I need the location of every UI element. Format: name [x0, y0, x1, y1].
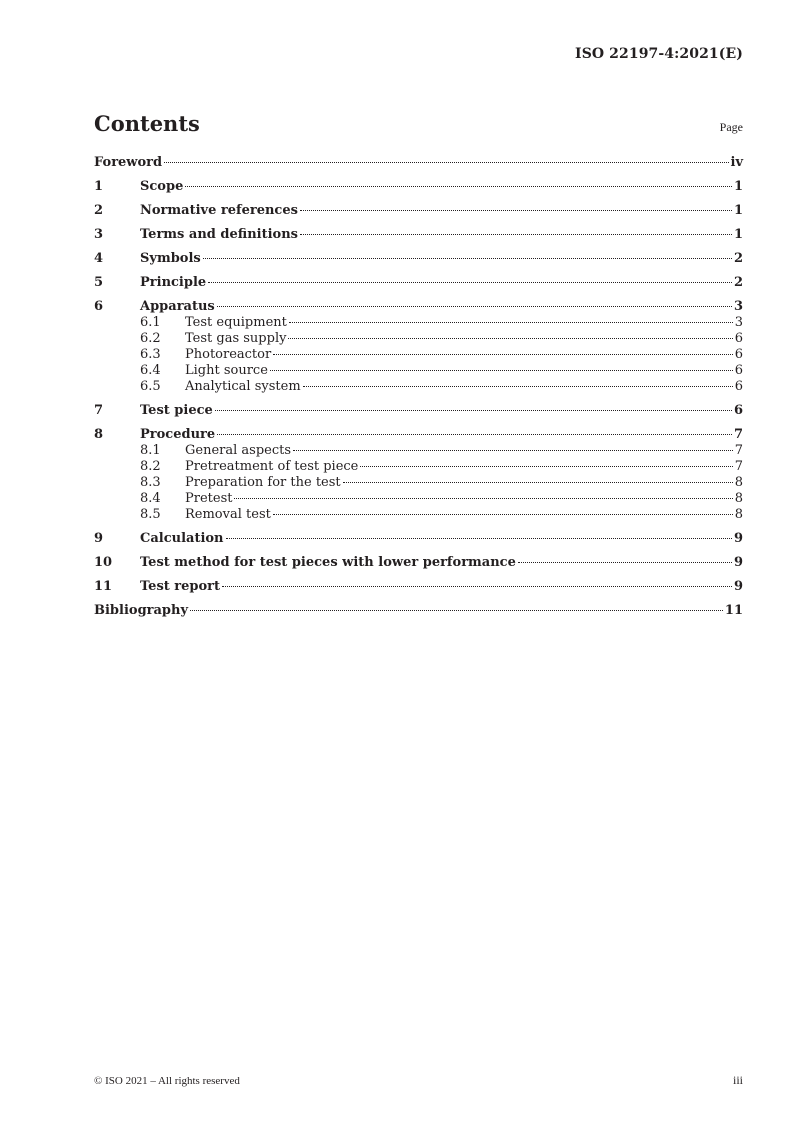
- toc-entry-title[interactable]: Bibliography: [94, 603, 189, 618]
- toc-entry-number: 5: [94, 275, 104, 290]
- dot-leader: [208, 282, 732, 283]
- toc-entry[interactable]: [94, 507, 743, 523]
- toc-entry-number: 3: [94, 227, 104, 242]
- dot-leader: [185, 186, 732, 187]
- toc-entry-number: 8.3: [140, 475, 161, 490]
- dot-leader: [360, 466, 732, 467]
- toc-entry-page: 2: [733, 251, 743, 266]
- toc-entry-title[interactable]: Apparatus: [140, 299, 215, 314]
- toc-entry-page: iv: [730, 155, 743, 170]
- copyright-notice: © ISO 2021 – All rights reserved: [94, 1075, 240, 1087]
- toc-entry-page: 6: [734, 331, 743, 346]
- dot-leader: [190, 610, 723, 611]
- toc-entry-page: 8: [734, 475, 743, 490]
- dot-leader: [343, 482, 733, 483]
- toc-entry-number: 7: [94, 403, 104, 418]
- toc-entry-number: 6: [94, 299, 104, 314]
- toc-entry-title[interactable]: Pretreatment of test piece: [185, 459, 359, 474]
- toc-entry-number: 9: [94, 531, 104, 546]
- toc-entry-page: 6: [734, 379, 743, 394]
- toc-entry[interactable]: [94, 155, 743, 171]
- toc-entry-title[interactable]: Symbols: [140, 251, 201, 266]
- toc-entry-page: 6: [734, 347, 743, 362]
- toc-entry-number: 1: [94, 179, 104, 194]
- contents-title: Contents: [94, 111, 200, 136]
- standard-identifier: ISO 22197-4:2021(E): [575, 46, 743, 62]
- dot-leader: [288, 338, 732, 339]
- dot-leader: [300, 210, 732, 211]
- toc-entry-title[interactable]: Analytical system: [185, 379, 301, 394]
- toc-entry[interactable]: [94, 315, 743, 331]
- toc-entry-number: 11: [94, 579, 113, 594]
- toc-entry-page: 3: [733, 299, 743, 314]
- toc-entry-page: 8: [734, 491, 743, 506]
- toc-entry-number: 8: [94, 427, 104, 442]
- toc-entry[interactable]: [94, 491, 743, 507]
- toc-entry-title[interactable]: Terms and definitions: [140, 227, 298, 242]
- table-of-contents: [94, 155, 743, 619]
- toc-entry[interactable]: [94, 403, 743, 419]
- toc-entry-title[interactable]: Test method for test pieces with lower performance: [140, 555, 516, 570]
- toc-entry[interactable]: [94, 427, 743, 443]
- toc-entry-title[interactable]: General aspects: [185, 443, 292, 458]
- dot-leader: [270, 370, 733, 371]
- toc-entry[interactable]: [94, 555, 743, 571]
- dot-leader: [226, 538, 732, 539]
- dot-leader: [222, 586, 732, 587]
- toc-entry-number: 4: [94, 251, 104, 266]
- page-number: iii: [732, 1073, 743, 1087]
- toc-entry-title[interactable]: Procedure: [140, 427, 216, 442]
- dot-leader: [273, 514, 733, 515]
- dot-leader: [215, 410, 732, 411]
- toc-entry-page: 7: [734, 443, 743, 458]
- toc-entry[interactable]: [94, 347, 743, 363]
- toc-entry[interactable]: [94, 275, 743, 291]
- toc-entry[interactable]: [94, 179, 743, 195]
- toc-entry-number: 8.5: [140, 507, 161, 522]
- toc-entry-page: 9: [733, 579, 743, 594]
- dot-leader: [203, 258, 732, 259]
- dot-leader: [293, 450, 733, 451]
- toc-entry-page: 1: [733, 227, 743, 242]
- toc-entry-number: 6.1: [140, 315, 161, 330]
- toc-entry-title[interactable]: Test equipment: [185, 315, 287, 330]
- toc-entry-page: 8: [734, 507, 743, 522]
- dot-leader: [300, 234, 732, 235]
- toc-entry-number: 8.2: [140, 459, 161, 474]
- toc-entry-title[interactable]: Removal test: [185, 507, 271, 522]
- dot-leader: [217, 306, 732, 307]
- toc-entry[interactable]: [94, 475, 743, 491]
- toc-entry-page: 7: [733, 427, 743, 442]
- toc-entry[interactable]: [94, 363, 743, 379]
- toc-entry-title[interactable]: Test gas supply: [185, 331, 287, 346]
- page-column-label: Page: [719, 120, 743, 134]
- toc-entry[interactable]: [94, 227, 743, 243]
- toc-entry-page: 1: [733, 179, 743, 194]
- contents-heading: [94, 112, 743, 136]
- toc-entry-title[interactable]: Preparation for the test: [185, 475, 341, 490]
- toc-entry-title[interactable]: Scope: [140, 179, 184, 194]
- toc-entry-number: 6.4: [140, 363, 161, 378]
- dot-leader: [303, 386, 733, 387]
- toc-entry-page: 9: [733, 531, 743, 546]
- toc-entry-title[interactable]: Photoreactor: [185, 347, 272, 362]
- toc-entry-title[interactable]: Normative references: [140, 203, 298, 218]
- dot-leader: [273, 354, 733, 355]
- toc-entry-page: 3: [734, 315, 743, 330]
- toc-entry-page: 6: [734, 363, 743, 378]
- toc-entry-page: 6: [733, 403, 743, 418]
- toc-entry-number: 10: [94, 555, 113, 570]
- toc-entry-number: 6.5: [140, 379, 161, 394]
- dot-leader: [518, 562, 732, 563]
- toc-entry[interactable]: [94, 579, 743, 595]
- dot-leader: [164, 162, 728, 163]
- toc-entry-page: 9: [733, 555, 743, 570]
- dot-leader: [289, 322, 733, 323]
- toc-entry[interactable]: [94, 379, 743, 395]
- toc-entry-page: 7: [734, 459, 743, 474]
- toc-entry[interactable]: [94, 251, 743, 267]
- toc-entry[interactable]: [94, 459, 743, 475]
- toc-entry[interactable]: [94, 299, 743, 315]
- toc-entry-number: 8.1: [140, 443, 161, 458]
- toc-entry-number: 6.2: [140, 331, 161, 346]
- toc-entry[interactable]: [94, 203, 743, 219]
- toc-entry[interactable]: [94, 443, 743, 459]
- toc-entry-title[interactable]: Light source: [185, 363, 268, 378]
- toc-entry[interactable]: [94, 531, 743, 547]
- dot-leader: [234, 498, 732, 499]
- toc-entry-number: 2: [94, 203, 104, 218]
- toc-entry-number: 6.3: [140, 347, 161, 362]
- toc-entry[interactable]: [94, 331, 743, 347]
- toc-entry-title[interactable]: Test piece: [140, 403, 213, 418]
- toc-entry-title[interactable]: Pretest: [185, 491, 233, 506]
- toc-entry-page: 11: [724, 603, 743, 618]
- toc-entry-number: 8.4: [140, 491, 161, 506]
- toc-entry-title[interactable]: Calculation: [140, 531, 224, 546]
- dot-leader: [217, 434, 732, 435]
- toc-entry-title[interactable]: Test report: [140, 579, 221, 594]
- toc-entry-title[interactable]: Foreword: [94, 155, 163, 170]
- toc-entry-page: 2: [733, 275, 743, 290]
- toc-entry-page: 1: [733, 203, 743, 218]
- page-footer: [94, 1073, 743, 1088]
- toc-entry[interactable]: [94, 603, 743, 619]
- toc-entry-title[interactable]: Principle: [140, 275, 207, 290]
